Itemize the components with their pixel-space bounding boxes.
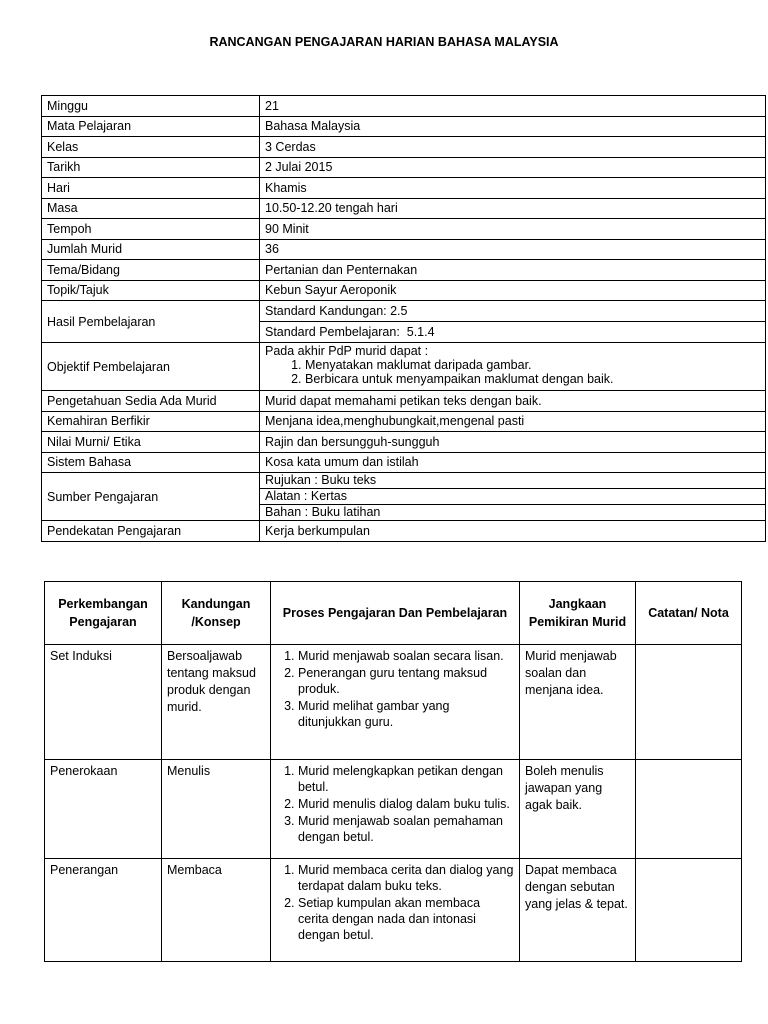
process-list (276, 862, 514, 943)
cell-expect: Boleh menulis jawapan yang agak baik. (520, 760, 636, 859)
value-nilai: Rajin dan bersungguh-sungguh (260, 432, 766, 453)
table-row (42, 411, 766, 432)
value-kemahiran: Menjana idea,menghubungkait,mengenal pasti (260, 411, 766, 432)
value-hari: Khamis (260, 178, 766, 199)
cell-note (636, 645, 742, 760)
value-pengetahuan: Murid dapat memahami petikan teks dengan baik. (260, 391, 766, 412)
label-masa: Masa (42, 198, 260, 219)
label-jumlah-murid: Jumlah Murid (42, 239, 260, 260)
value-alatan: Alatan : Kertas (260, 489, 766, 505)
list-item: 2. Berbicara untuk menyampaikan maklumat dengan baik. (305, 372, 760, 386)
label-hasil: Hasil Pembelajaran (42, 301, 260, 343)
list-item: 1. Menyatakan maklumat daripada gambar. (305, 358, 760, 372)
document-title: RANCANGAN PENGAJARAN HARIAN BAHASA MALAYSIA (209, 35, 559, 49)
label-sumber: Sumber Pengajaran (42, 473, 260, 521)
table-header-row (45, 582, 742, 645)
header-perkembangan: Perkembangan Pengajaran (45, 582, 162, 645)
value-tempoh: 90 Minit (260, 219, 766, 240)
value-pendekatan: Kerja berkumpulan (260, 521, 766, 542)
table-row (42, 301, 766, 322)
table-row (45, 760, 742, 859)
label-tema: Tema/Bidang (42, 260, 260, 281)
value-standard-kandungan: Standard Kandungan: 2.5 (260, 301, 766, 322)
value-bahan: Bahan : Buku latihan (260, 505, 766, 521)
list-item: 2. Setiap kumpulan akan membaca cerita dengan nada dan intonasi dengan betul. (298, 895, 514, 943)
info-table (41, 95, 766, 542)
header-kandungan: Kandungan /Konsep (162, 582, 271, 645)
value-objektif (260, 343, 766, 391)
value-mata-pelajaran: Bahasa Malaysia (260, 116, 766, 137)
table-row (42, 452, 766, 473)
cell-process (271, 645, 520, 760)
list-item: 1. Murid membaca cerita dan dialog yang terdapat dalam buku teks. (298, 862, 514, 894)
label-pengetahuan: Pengetahuan Sedia Ada Murid (42, 391, 260, 412)
table-row (42, 178, 766, 199)
list-item: 3. Murid melihat gambar yang ditunjukkan guru. (298, 698, 514, 730)
cell-stage: Penerokaan (45, 760, 162, 859)
table-row (42, 343, 766, 391)
value-jumlah-murid: 36 (260, 239, 766, 260)
list-item: 3. Murid menjawab soalan pemahaman dengan betul. (298, 813, 514, 845)
plan-table (44, 581, 742, 962)
table-row (42, 198, 766, 219)
label-minggu: Minggu (42, 96, 260, 117)
process-list (276, 763, 514, 845)
list-item: 2. Penerangan guru tentang maksud produk. (298, 665, 514, 697)
cell-process (271, 859, 520, 962)
table-row (42, 260, 766, 281)
table-row (42, 473, 766, 489)
table-row (42, 137, 766, 158)
table-row (42, 116, 766, 137)
cell-content: Menulis (162, 760, 271, 859)
table-row (42, 157, 766, 178)
value-kelas: 3 Cerdas (260, 137, 766, 158)
table-row (45, 645, 742, 760)
cell-content: Membaca (162, 859, 271, 962)
value-minggu: 21 (260, 96, 766, 117)
label-mata-pelajaran: Mata Pelajaran (42, 116, 260, 137)
table-row (42, 219, 766, 240)
cell-note (636, 760, 742, 859)
cell-content: Bersoaljawab tentang maksud produk dengan murid. (162, 645, 271, 760)
header-jangkaan: Jangkaan Pemikiran Murid (520, 582, 636, 645)
label-tarikh: Tarikh (42, 157, 260, 178)
table-row (42, 239, 766, 260)
cell-note (636, 859, 742, 962)
process-list (276, 648, 514, 730)
header-catatan: Catatan/ Nota (636, 582, 742, 645)
label-objektif: Objektif Pembelajaran (42, 343, 260, 391)
table-row (45, 859, 742, 962)
table-row (42, 521, 766, 542)
value-masa: 10.50-12.20 tengah hari (260, 198, 766, 219)
label-hari: Hari (42, 178, 260, 199)
table-row (42, 391, 766, 412)
label-pendekatan: Pendekatan Pengajaran (42, 521, 260, 542)
label-sistem: Sistem Bahasa (42, 452, 260, 473)
cell-process (271, 760, 520, 859)
value-sistem: Kosa kata umum dan istilah (260, 452, 766, 473)
value-tarikh: 2 Julai 2015 (260, 157, 766, 178)
value-standard-pembelajaran: Standard Pembelajaran: 5.1.4 (260, 322, 766, 343)
header-proses: Proses Pengajaran Dan Pembelajaran (271, 582, 520, 645)
list-item: 1. Murid melengkapkan petikan dengan betul. (298, 763, 514, 795)
label-nilai: Nilai Murni/ Etika (42, 432, 260, 453)
value-rujukan: Rujukan : Buku teks (260, 473, 766, 489)
list-item: 2. Murid menulis dialog dalam buku tulis. (298, 796, 514, 812)
cell-stage: Set Induksi (45, 645, 162, 760)
table-row (42, 280, 766, 301)
cell-stage: Penerangan (45, 859, 162, 962)
table-row (42, 96, 766, 117)
table-row (42, 432, 766, 453)
label-topik: Topik/Tajuk (42, 280, 260, 301)
objektif-list (265, 358, 760, 386)
objektif-intro: Pada akhir PdP murid dapat : (265, 344, 429, 358)
label-kelas: Kelas (42, 137, 260, 158)
list-item: 1. Murid menjawab soalan secara lisan. (298, 648, 514, 664)
label-kemahiran: Kemahiran Berfikir (42, 411, 260, 432)
label-tempoh: Tempoh (42, 219, 260, 240)
cell-expect: Murid menjawab soalan dan menjana idea. (520, 645, 636, 760)
cell-expect: Dapat membaca dengan sebutan yang jelas & tepat. (520, 859, 636, 962)
value-tema: Pertanian dan Penternakan (260, 260, 766, 281)
value-topik: Kebun Sayur Aeroponik (260, 280, 766, 301)
